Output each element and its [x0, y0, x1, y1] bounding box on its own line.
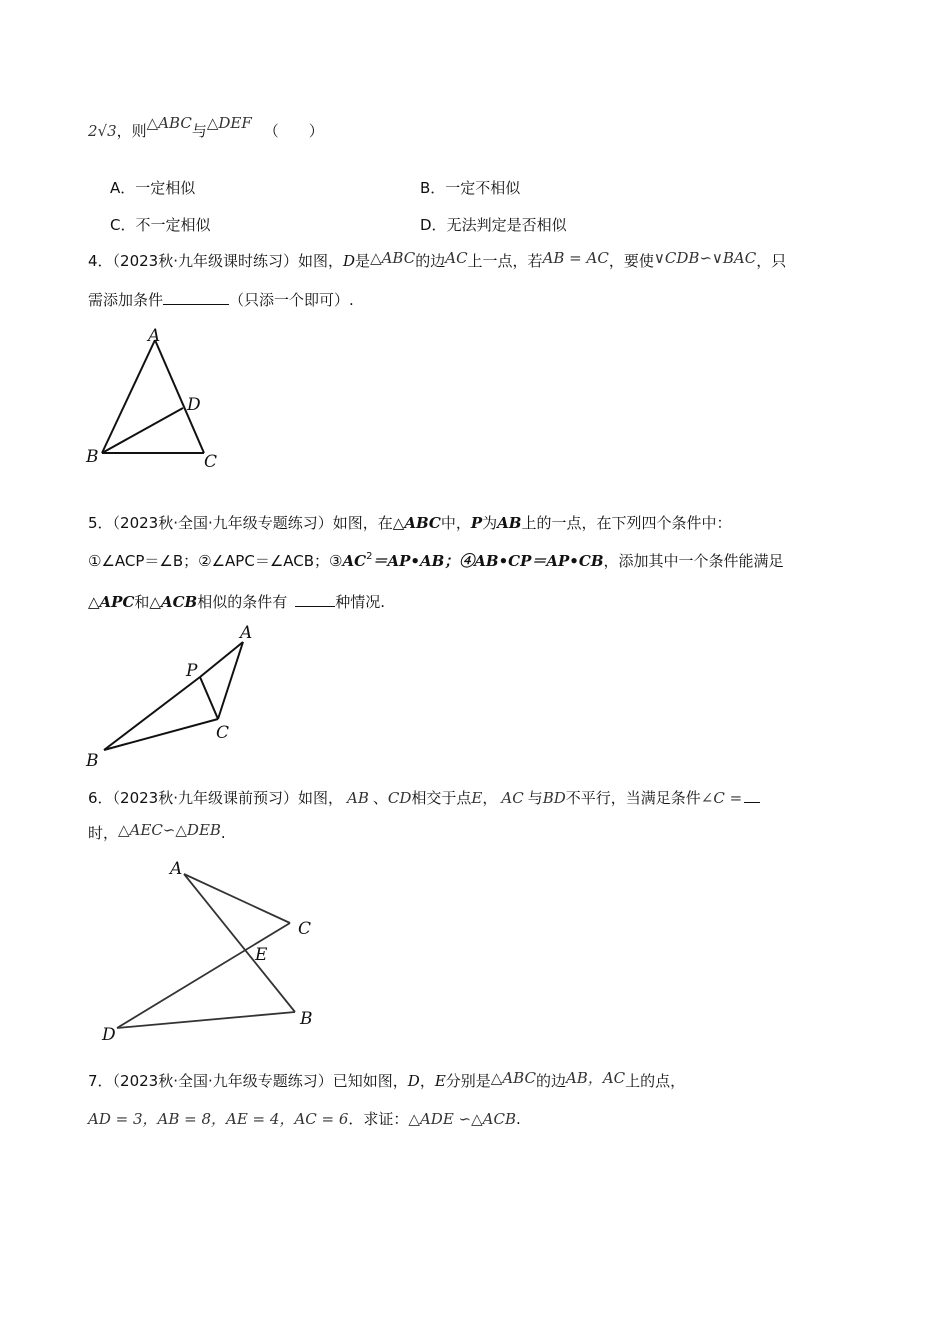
q4-text: ，要使 [608, 252, 654, 270]
q4-text: 是 [355, 252, 371, 270]
q6-segment-db [117, 1012, 295, 1028]
q5-text: △ [88, 593, 100, 611]
q4-text: ，只 [756, 252, 787, 270]
q4-text: 的边 [415, 252, 446, 270]
q4-number: 4． [88, 252, 113, 270]
q4-similarity: ∨CDB∽∨BAC [653, 249, 757, 267]
q3-option-a[interactable] [110, 177, 195, 199]
q6-stem-line2 [88, 822, 226, 844]
q7-given: AD = 3，AB = 8，AE = 4，AC = 6 [88, 1110, 349, 1128]
option-letter: C． [110, 216, 136, 234]
option-text: 一定不相似 [445, 179, 521, 197]
q5-source: （2023秋·全国·九年级专题练习） [112, 514, 333, 532]
q5-answer-blank[interactable] [295, 590, 335, 607]
q6-similarity: △AEC∽△DEB [118, 821, 221, 839]
q4-source: （2023秋·九年级课时练习） [112, 252, 298, 270]
q4-text: 如图， [298, 252, 344, 270]
q4-label-c: C [204, 452, 218, 472]
q4-condition: AB = AC [542, 249, 609, 267]
q5-segment-pb [104, 677, 200, 750]
q5-side-ab: AB [497, 514, 522, 532]
q3-math-value: 2√3 [88, 122, 117, 140]
option-letter: D． [420, 216, 447, 234]
q7-triangle: △ABC [490, 1069, 536, 1087]
q6-number: 6． [88, 789, 113, 807]
q6-text: 相交于点 [411, 789, 472, 807]
q5-text: 上的一点，在下列四个条件中： [521, 514, 732, 532]
q4-label-d: D [187, 395, 201, 415]
q5-cond3-rhs: ＝AP•AB；④ [372, 552, 475, 570]
q6-text: . [220, 824, 226, 842]
q7-text: 分别是 [445, 1072, 491, 1090]
q7-text: ， [419, 1072, 435, 1090]
q5-conditions-1-2: ①∠ACP＝∠B；②∠APC＝∠ACB；③ [88, 552, 343, 570]
q6-label-b: B [300, 1009, 313, 1029]
q6-text: 与 [527, 789, 543, 807]
q3-stem-line [88, 114, 324, 142]
q6-stem-line1 [88, 786, 760, 809]
q5-segment-pc [200, 677, 218, 719]
q5-text: 如图，在△ [332, 514, 405, 532]
q5-cond4: AB•CP＝AP•CB [474, 552, 604, 570]
q4-text: 需添加条件 [88, 291, 164, 309]
q6-segment-ab-text: AB [347, 789, 369, 807]
q5-text: 种情况. [335, 593, 386, 611]
q5-segment-ac [218, 642, 243, 719]
q6-segment-ac [184, 874, 290, 923]
q4-stem-line1 [88, 250, 786, 272]
q6-text: 时， [88, 824, 119, 842]
q5-label-b: B [86, 751, 99, 771]
option-text: 不一定相似 [135, 216, 211, 234]
q5-cond3-lhs: AC [342, 552, 367, 570]
q4-segment-bd [102, 408, 183, 453]
q4-label-b: B [86, 447, 99, 467]
q5-stem-line2 [88, 550, 784, 575]
q5-segment-bc [104, 719, 218, 750]
q7-text: 的边 [535, 1072, 566, 1090]
q5-stem-line1 [88, 512, 732, 534]
q4-point-d: D [343, 252, 356, 270]
q6-label-e: E [255, 945, 268, 965]
q7-text: ．求证： [348, 1110, 409, 1128]
option-letter: A． [110, 179, 136, 197]
q5-triangle-acb: ACB [160, 593, 198, 611]
q7-claim: △ADE ∽△ACB [408, 1110, 516, 1128]
q5-triangle-abc: ABC [404, 514, 441, 532]
q4-segment-ab [102, 340, 155, 453]
q4-answer-blank[interactable] [163, 288, 229, 305]
q7-source: （2023秋·全国·九年级专题练习） [112, 1072, 333, 1090]
q6-point-e-text: E [471, 789, 483, 807]
q4-label-a: A [148, 326, 161, 346]
q6-text: 如图， [298, 789, 344, 807]
q3-triangle-def: △DEF [206, 114, 252, 132]
q6-segment-cd-text: CD [387, 789, 412, 807]
q5-label-c: C [216, 723, 230, 743]
q4-text: （只添一个即可）. [229, 291, 354, 309]
q7-number: 7． [88, 1072, 113, 1090]
q5-point-p: P [470, 514, 483, 532]
q6-text: 不平行，当满足条件 [565, 789, 701, 807]
q6-source: （2023秋·九年级课前预习） [112, 789, 298, 807]
q5-cond3-exponent: 2 [366, 551, 373, 562]
q7-text: 上的点， [625, 1072, 686, 1090]
q6-label-c: C [298, 919, 312, 939]
q5-figure [80, 618, 280, 774]
q3-text: ，则 [116, 122, 147, 140]
q7-text: . [515, 1110, 521, 1128]
q6-segment-bd-text: BD [542, 789, 566, 807]
q6-figure [90, 852, 330, 1052]
q5-triangle-apc: APC [99, 593, 135, 611]
q4-stem-line2 [88, 288, 354, 311]
option-text: 无法判定是否相似 [446, 216, 567, 234]
q5-text: 中， [440, 514, 471, 532]
q4-triangle: △ABC [370, 249, 416, 267]
q5-label-p: P [186, 661, 198, 681]
q6-label-a: A [170, 859, 183, 879]
q5-text: 相似的条件有 [197, 593, 288, 611]
q4-side-ac: AC [445, 249, 468, 267]
q6-text: ， [482, 789, 498, 807]
q6-answer-blank[interactable] [744, 786, 760, 803]
q6-angle-c: ∠C = [700, 789, 743, 807]
q5-text: 为 [482, 514, 498, 532]
q3-option-d[interactable] [420, 214, 567, 236]
q3-triangle-abc: △ABC [146, 114, 192, 132]
q7-stem-line1 [88, 1070, 685, 1092]
q6-label-d: D [102, 1025, 116, 1045]
q3-answer-paren: （ ） [263, 122, 324, 140]
q5-label-a: A [240, 623, 253, 643]
q5-stem-line3 [88, 590, 385, 613]
q3-option-c[interactable] [110, 214, 211, 236]
q7-stem-line2 [88, 1108, 521, 1130]
q5-text: 和△ [134, 593, 161, 611]
option-letter: B． [420, 179, 446, 197]
q6-text: 、 [372, 789, 388, 807]
q7-point-e: E [434, 1072, 446, 1090]
q5-text: ，添加其中一个条件能满足 [603, 552, 784, 570]
q3-text-with: 与 [191, 122, 207, 140]
q3-option-b[interactable] [420, 177, 520, 199]
q7-text: 已知如图， [332, 1072, 408, 1090]
q6-segment-ac-text: AC [501, 789, 524, 807]
q4-figure [80, 322, 240, 472]
option-text: 一定相似 [135, 179, 196, 197]
q7-point-d: D [407, 1072, 420, 1090]
q4-text: 上一点，若 [467, 252, 543, 270]
q7-sides: AB，AC [565, 1069, 626, 1087]
q6-segment-cd [117, 923, 290, 1028]
q5-number: 5． [88, 514, 113, 532]
q6-segment-ab [184, 874, 295, 1012]
